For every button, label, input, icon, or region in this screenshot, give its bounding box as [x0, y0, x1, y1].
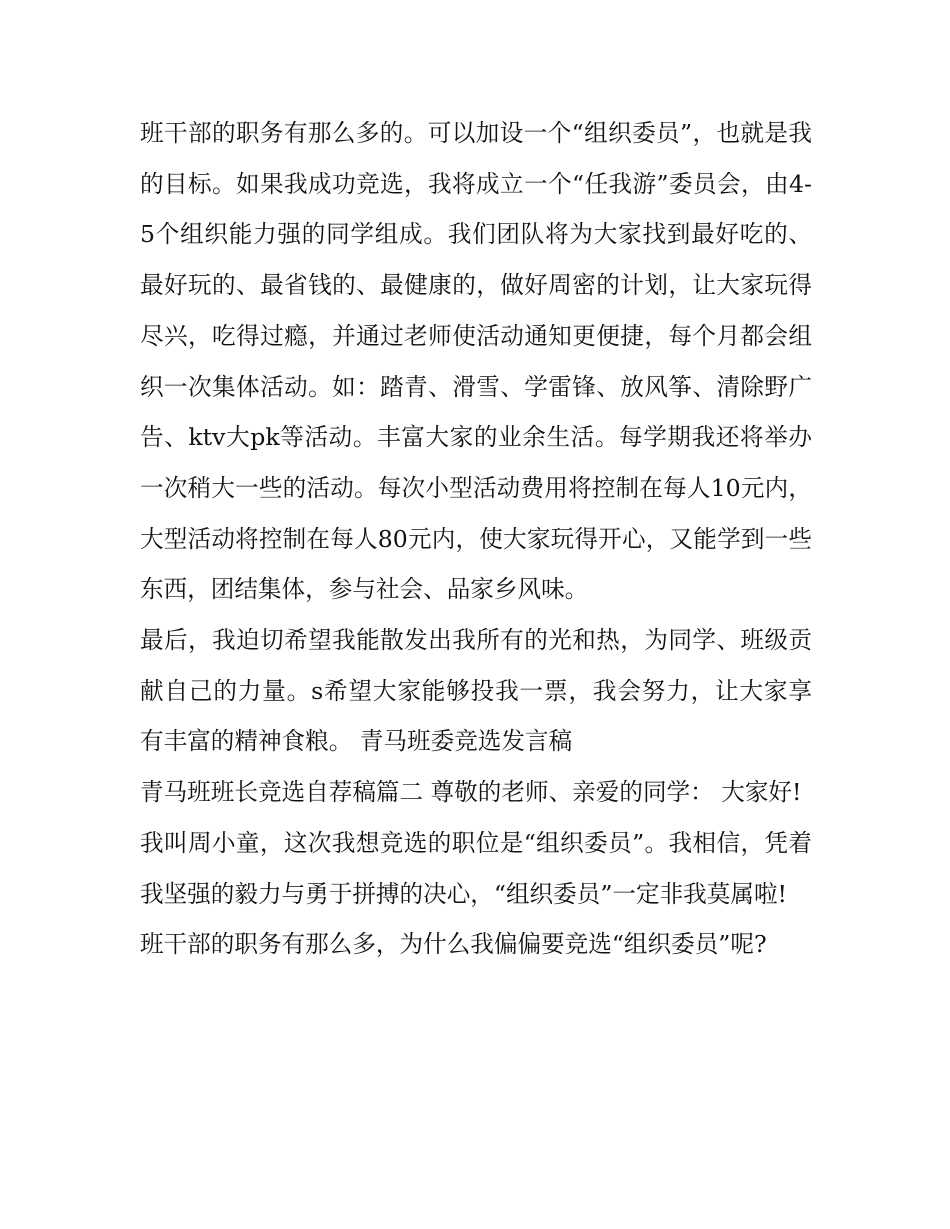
paragraph-1: 班干部的职务有那么多的。可以加设一个“组织委员”，也就是我的目标。如果我成功竞选，我将成立一个“任我游”委员会，由4-5个组织能力强的同学组成。我们团队将为大家找到最好吃的、最好玩的、最省钱的、最健康的，做好周密的计划，让大家玩得尽兴，吃得过瘾，并通过老师使活动通知更便捷，每个月都会组织一次集体活动。如：踏青、滑雪、学雷锋、放风筝、清除野广告、ktv大pk等活动。丰富大家的业余生活。每学期我还将举办一次稍大一些的活动。每次小型活动费用将控制在每人10元内，大型活动将控制在每人80元内，使大家玩得开心，又能学到一些东西，团结集体，参与社会、品家乡风味。: [140, 119, 812, 604]
paragraph-3: 青马班班长竞选自荐稿篇二 尊敬的老师、亲爱的同学： 大家好!: [140, 778, 802, 807]
document-body: [140, 108, 812, 970]
paragraph-5: 班干部的职务有那么多，为什么我偏偏要竞选“组织委员”呢?: [140, 930, 767, 959]
paragraph-2: 最后，我迫切希望我能散发出我所有的光和热，为同学、班级贡献自己的力量。s希望大家能够投我一票，我会努力，让大家享有丰富的精神食粮。 青马班委竞选发言稿: [140, 626, 812, 756]
paragraph-4: 我叫周小童，这次我想竞选的职位是“组织委员”。我相信，凭着我坚强的毅力与勇于拼搏的决心，“组织委员”一定非我莫属啦!: [140, 828, 812, 908]
